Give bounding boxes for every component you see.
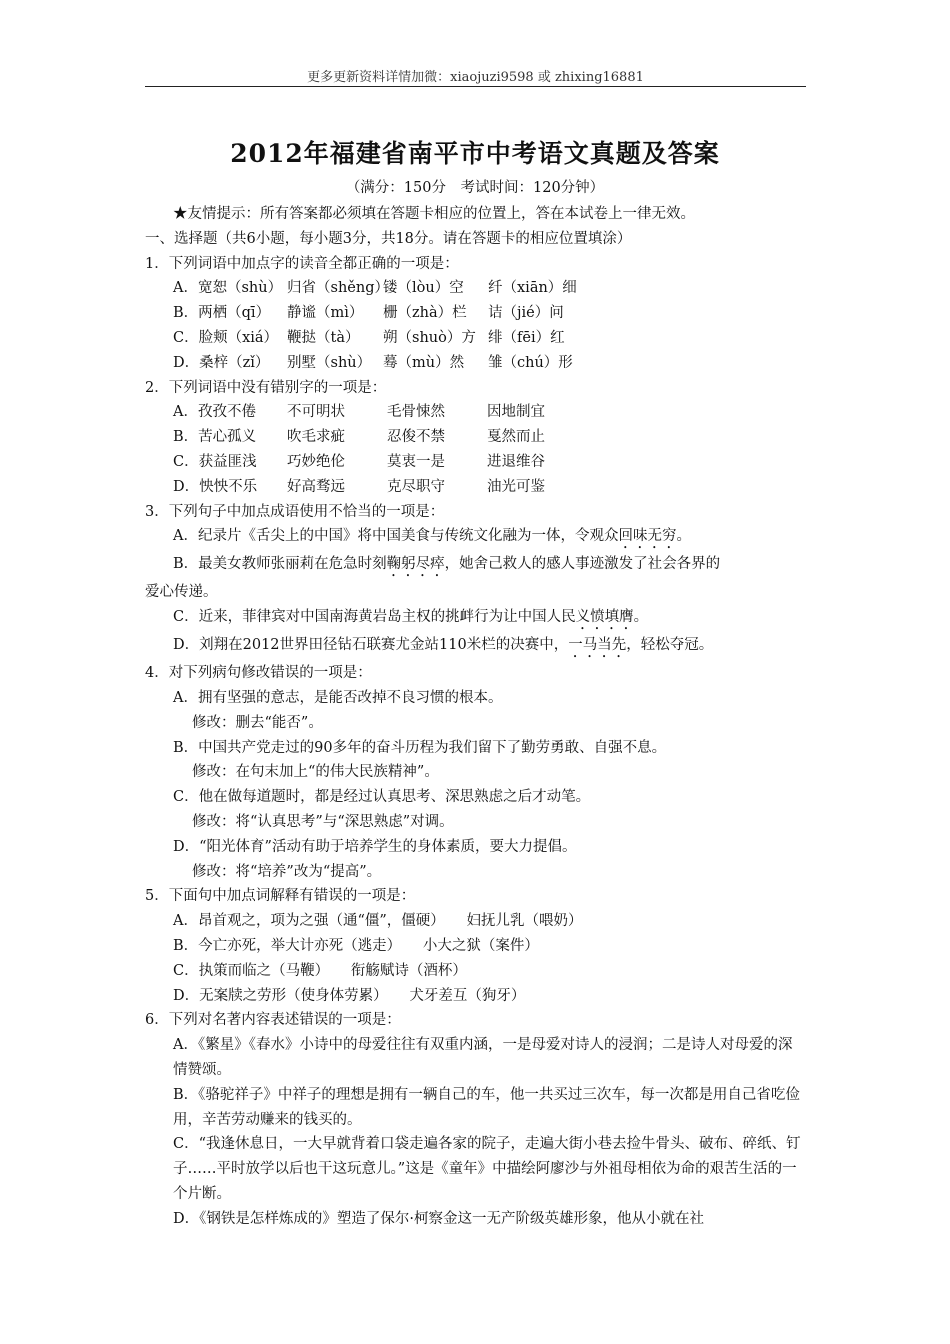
q4-option-c: C．他在做每道题时，都是经过认真思考、深思熟虑之后才动笔。 [173,789,591,806]
q2b-1: B．苦心孤义 [173,429,257,446]
q1b-2: 静谧（mì） [287,305,364,322]
q1d-3: 蓦（mù）然 [383,354,465,371]
q3-option-b-cont: 爱心传递。 [145,584,218,601]
q1-option-c [145,326,806,351]
q2-option-b [145,425,806,450]
q2a-3: 毛骨悚然 [387,404,445,421]
q4-option-b-fix: 修改：在句末加上“的伟大民族精神”。 [192,764,439,781]
q3-option-a [145,524,806,552]
q2c-3: 莫衷一是 [387,453,445,470]
q3-option-d [145,633,806,661]
q2b-4: 戛然而止 [487,429,545,446]
page-title: 2012年福建省南平市中考语文真题及答案 [230,139,720,168]
q4-option-c-fix: 修改：将“认真思考”与“深思熟虑”对调。 [192,813,454,830]
page-header: 更多更新资料详情加微：xiaojuzi9598 或 zhixing16881 [307,70,644,85]
q4-option-d-fix: 修改：将“培养”改为“提高”。 [192,863,382,880]
q3a-idiom: 回味无穷 [618,528,677,545]
q1b-4: 诘（jié）问 [488,305,564,322]
q3b-idiom: 鞠躬尽瘁 [386,556,445,573]
q2c-4: 进退维谷 [487,453,545,470]
q2c-1: C．获益匪浅 [173,453,257,470]
q2c-2: 巧妙绝伦 [287,453,345,470]
q1a-2: 归省（shěng） [287,280,389,297]
q2b-2: 吹毛求疵 [287,429,345,446]
q4-option-a-fix: 修改：删去“能否”。 [192,714,323,731]
q1d-1: D．桑梓（zǐ） [173,354,270,371]
q3d-text: D．刘翔在2012世界田径钻石联赛尤金站110米栏的决赛中， [173,637,569,654]
q3b-end: ，她舍己救人的感人事迹激发了社会各界的 [444,556,721,573]
q1-option-d [145,351,806,376]
q1c-1: C．脸颊（xiá） [173,329,279,346]
question-1-stem: 1．下列词语中加点字的读音全都正确的一项是： [145,255,459,272]
q3b-text: B．最美女教师张丽莉在危急时刻 [173,556,387,573]
q5-option-d: D．无案牍之劳形（使身体劳累） 犬牙差互（狗牙） [173,987,526,1004]
q2b-3: 忍俊不禁 [387,429,445,446]
q5-option-b: B．今亡亦死，举大计亦死（逃走） 小大之狱（案件） [173,937,539,954]
q3-option-c [145,605,806,633]
q1a-3: 镂（lòu）空 [383,280,464,297]
q1b-1: B．两栖（qī） [173,305,271,322]
q4-option-a: A．拥有坚强的意志，是能否改掉不良习惯的根本。 [173,689,503,706]
q1a-4: 纤（xiān）细 [488,280,577,297]
q3d-idiom: 一马当先 [568,637,627,654]
q1a-1: A．宽恕（shù） [173,280,283,297]
q1d-2: 别墅（shù） [287,354,372,371]
q6-option-a: A．《繁星》《春水》小诗中的母爱往往有双重内涵，一是母爱对诗人的浸润；二是诗人对母爱的深情赞颂。 [173,1037,793,1078]
question-5-stem: 5．下面句中加点词解释有错误的一项是： [145,888,416,905]
section-heading: 一、选择题（共6小题，每小题3分，共18分。请在答题卡的相应位置填涂） [145,230,632,247]
q5-option-c: C．执策而临之（马鞭） 衔觞赋诗（酒杯） [173,962,467,979]
q1-option-b [145,301,806,326]
question-6-stem: 6．下列对名著内容表述错误的一项是： [145,1012,401,1029]
q2d-3: 克尽职守 [387,478,445,495]
q2a-1: A．孜孜不倦 [173,404,256,421]
question-3-stem: 3．下列句子中加点成语使用不恰当的一项是： [145,503,445,520]
q3d-end: ，轻松夺冠。 [626,637,714,654]
q2d-2: 好高骛远 [287,478,345,495]
q2d-4: 油光可鉴 [487,478,545,495]
q6-option-c: C．“我逢休息日，一大早就背着口袋走遍各家的院子，走遍大街小巷去捡牛骨头、破布、碎纸、钉子……平时放学以后也干这玩意儿。”这是《童年》中描绘阿廖沙与外祖母相依为命的艰苦生活的一个片断。 [173,1136,801,1202]
q3c-text: C．近来，菲律宾对中国南海黄岩岛主权的挑衅行为让中国人民 [173,609,576,626]
exam-content [145,202,806,1231]
q3a-text: A．纪录片《舌尖上的中国》将中国美食与传统文化融为一体，令观众 [173,528,619,545]
q6-option-d: D．《钢铁是怎样炼成的》塑造了保尔·柯察金这一无产阶级英雄形象，他从小就在社 [173,1210,704,1227]
q2-option-d [145,475,806,500]
q5-option-a: A．昂首观之，项为之强（通“僵”，僵硬） 妇抚儿乳（喂奶） [173,913,583,930]
q6-option-b: B．《骆驼祥子》中祥子的理想是拥有一辆自己的车，他一共买过三次车，每一次都是用自己省吃俭用，辛苦劳动赚来的钱买的。 [173,1086,800,1128]
q2a-4: 因地制宜 [487,404,545,421]
q4-option-d: D．“阳光体育”活动有助于培养学生的身体素质，要大力提倡。 [173,838,577,855]
q3-option-b [145,552,806,580]
question-2-stem: 2．下列词语中没有错别字的一项是： [145,379,387,396]
q1-option-a [145,276,806,301]
exam-info: （满分：150分 考试时间：120分钟） [345,180,605,196]
q1d-4: 雏（chú）形 [488,354,573,371]
q3c-idiom: 义愤填膺 [575,609,634,626]
q1b-3: 栅（zhà）栏 [383,305,467,322]
q2-option-c [145,450,806,475]
q3a-end: 。 [676,528,691,545]
q3c-end: 。 [633,609,649,626]
q2a-2: 不可明状 [287,404,345,421]
header-rule [145,86,806,87]
q2d-1: D．怏怏不乐 [173,478,258,495]
q1c-3: 朔（shuò）方 [383,329,476,346]
q1c-4: 绯（fēi）红 [488,329,565,346]
q4-option-b: B．中国共产党走过的90多年的奋斗历程为我们留下了勤劳勇敢、自强不息。 [173,739,667,756]
q2-option-a [145,400,806,425]
tip: ★友情提示：所有答案都必须填在答题卡相应的位置上，答在本试卷上一律无效。 [173,206,695,222]
q1c-2: 鞭挞（tà） [287,329,360,346]
question-4-stem: 4．对下列病句修改错误的一项是： [145,665,372,682]
